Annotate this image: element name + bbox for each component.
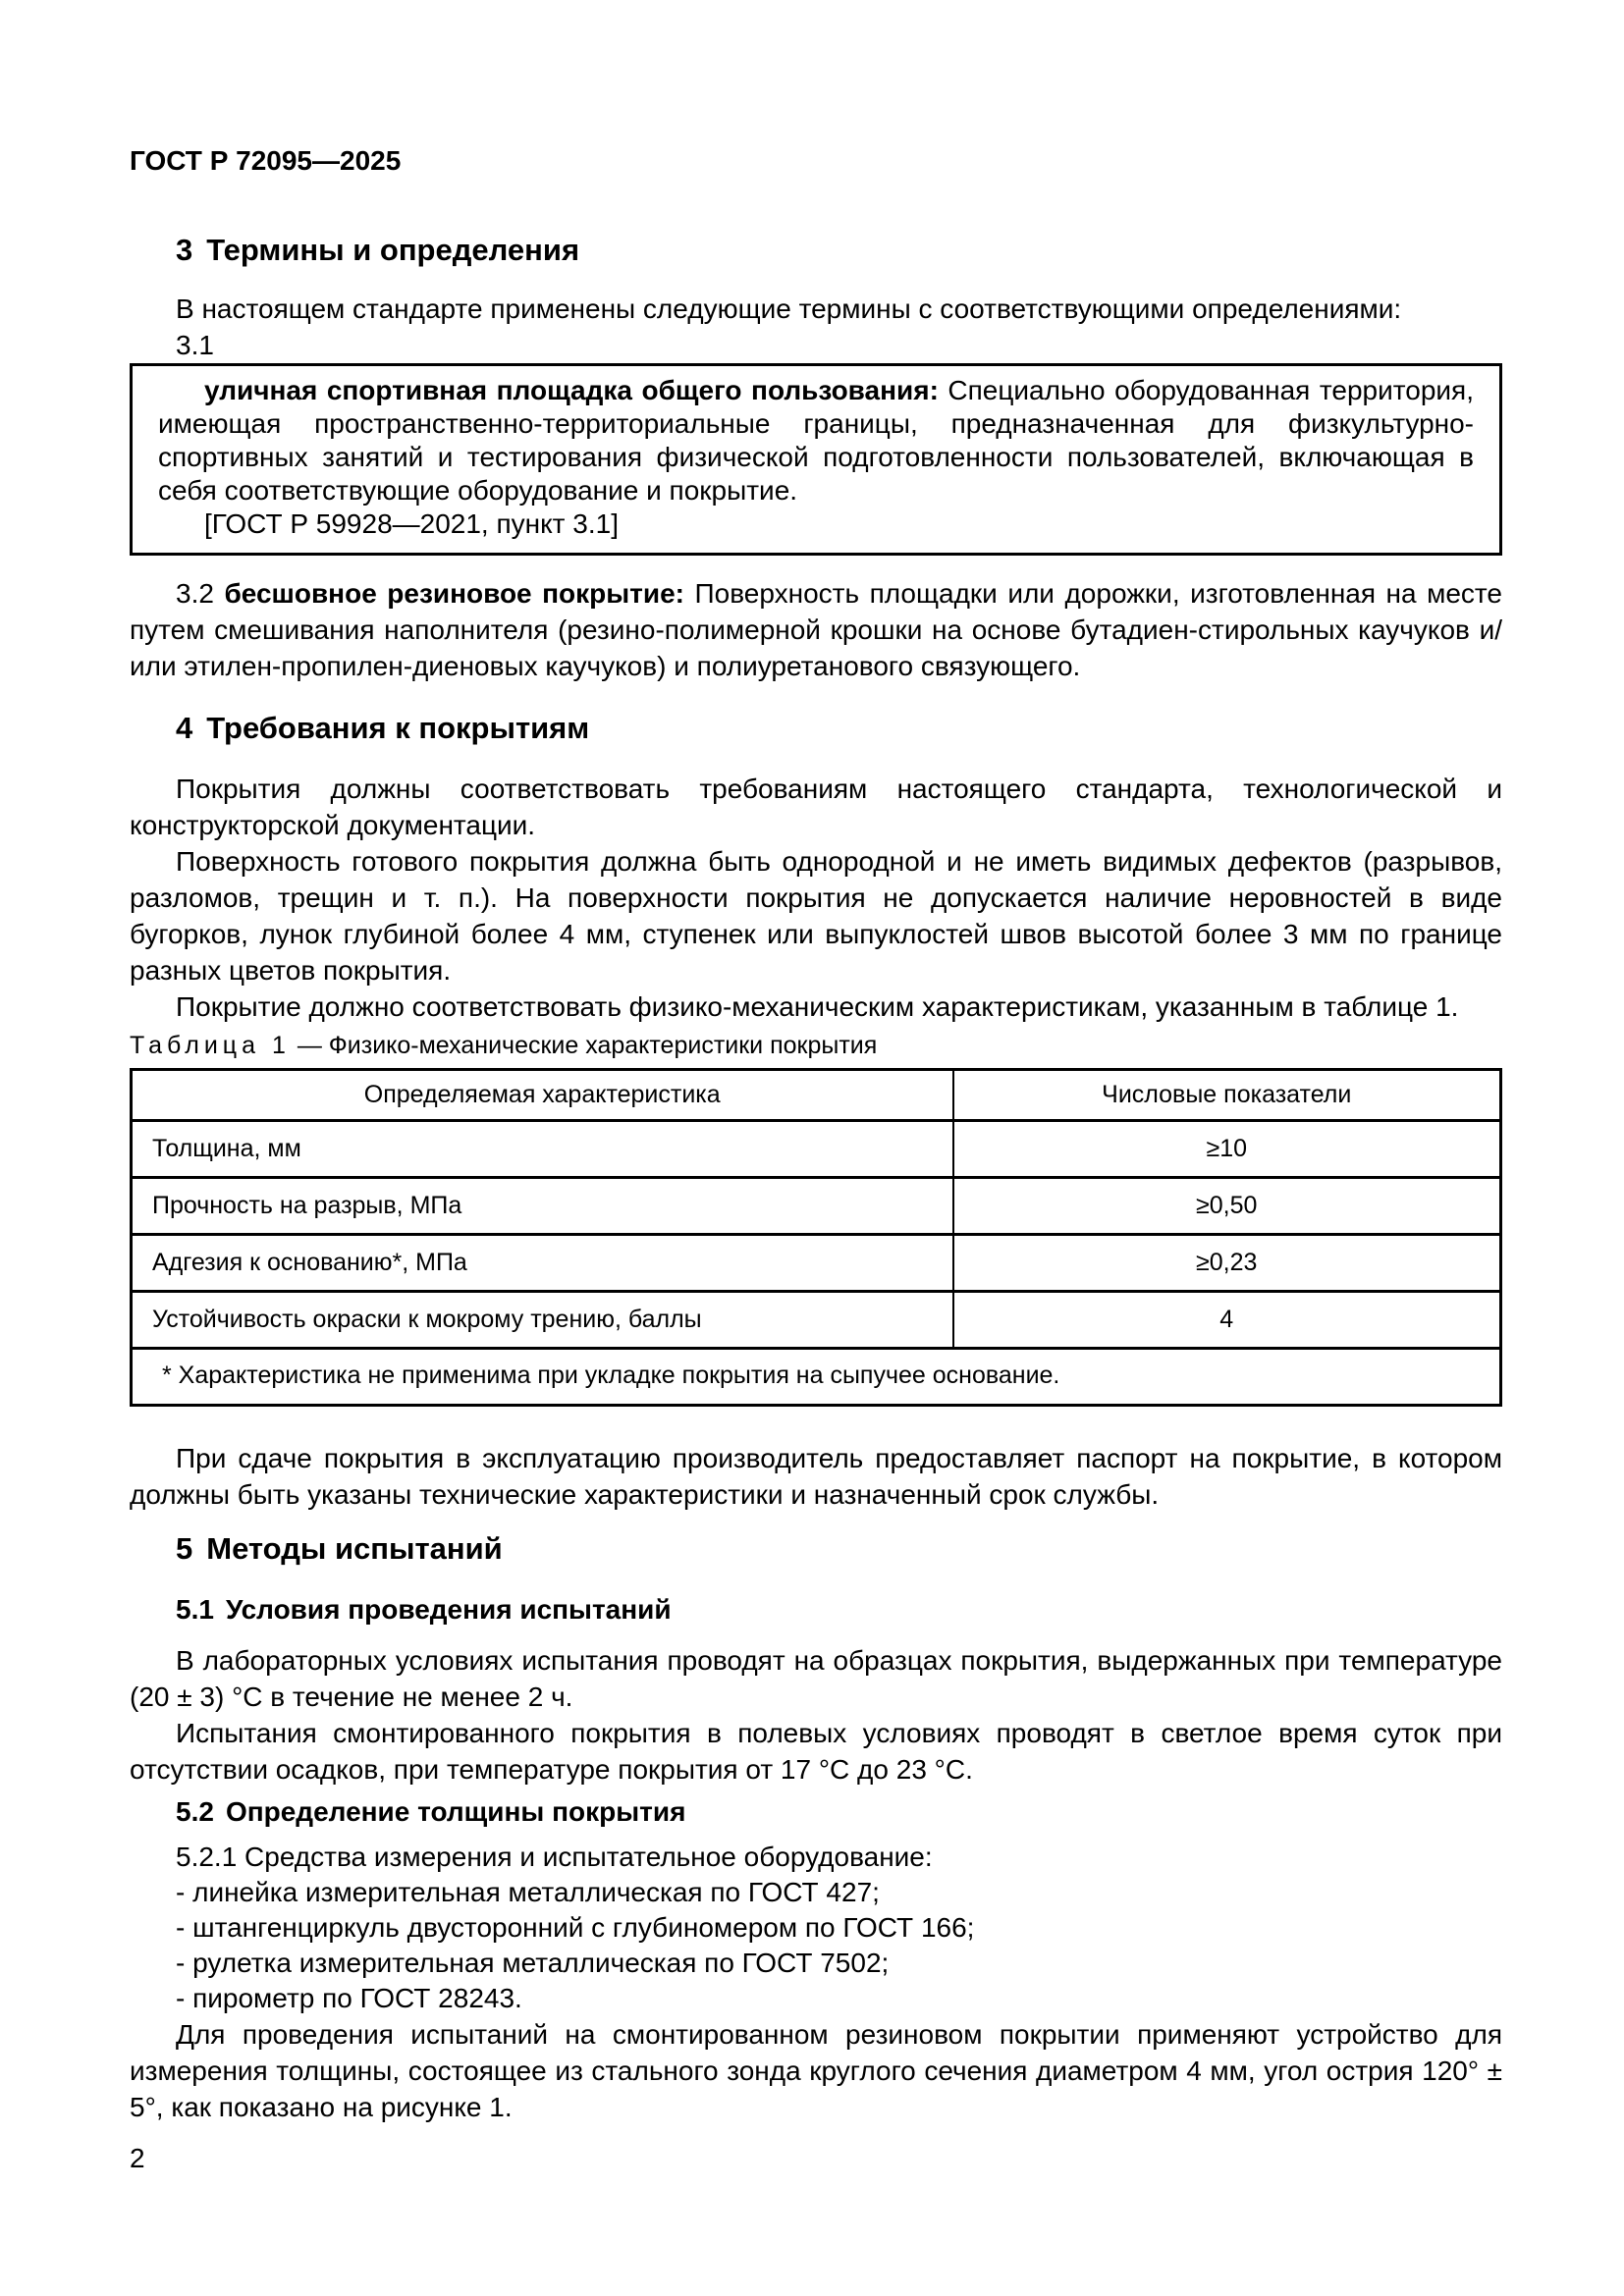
table-1-caption-label: Таблица 1: [130, 1032, 291, 1059]
term-3-1-source: [ГОСТ Р 59928—2021, пункт 3.1]: [204, 508, 619, 539]
term-definition-box: [130, 363, 1502, 556]
list-item: - линейка измерительная металлическая по ГОСТ 427;: [176, 1877, 880, 1907]
section-3-heading: [130, 230, 1502, 271]
table-cell-value: 4: [953, 1292, 1501, 1349]
section-4-title: Требования к покрытиям: [206, 711, 590, 745]
page-number: 2: [130, 2143, 145, 2173]
section-3-intro: В настоящем стандарте применены следующие термины с соответствующими определениями:: [176, 294, 1402, 324]
section-5-2-title: Определение толщины покрытия: [225, 1796, 686, 1827]
term-3-2-paragraph: [130, 575, 1502, 684]
table-cell-characteristic: Устойчивость окраски к мокрому трению, баллы: [132, 1292, 953, 1349]
section-5-1-paragraph-2: Испытания смонтированного покрытия в полевых условиях проводят в светлое время суток при отсутствии осадков, при температуре покрытия от 17 °С до 23 °С.: [130, 1718, 1502, 1785]
document-code: ГОСТ Р 72095—2025: [130, 145, 402, 176]
table-1-col2-header: Числовые показатели: [953, 1070, 1501, 1121]
table-row: [132, 1178, 1501, 1235]
table-row: [132, 1121, 1501, 1178]
table-cell-value: ≥10: [953, 1121, 1501, 1178]
section-5-2-paragraph-last: Для проведения испытаний на смонтированном резиновом покрытии применяют устройство для измерения толщины, состоящее из стального зонда круглого сечения диаметром 4 мм, угол острия 120° ± 5°, как показано на рисунке 1.: [130, 2019, 1502, 2122]
section-5-heading: [130, 1528, 1502, 1570]
term-3-1-definition: [158, 374, 1474, 507]
table-cell-characteristic: Прочность на разрыв, МПа: [132, 1178, 953, 1235]
term-3-1-name: уличная спортивная площадка общего пользования:: [204, 375, 939, 405]
table-1-header-row: [132, 1070, 1501, 1121]
table-row: [132, 1292, 1501, 1349]
list-item: - рулетка измерительная металлическая по ГОСТ 7502;: [176, 1948, 890, 1978]
section-5-1-number: 5.1: [176, 1594, 214, 1625]
term-3-2-name: бесшовное резиновое покрытие:: [224, 578, 685, 609]
term-3-1-number: 3.1: [176, 330, 214, 360]
term-3-1-text: Специально оборудованная территория, имеющая пространственно-территориальные границы, предназначенная для физкультурно-спортивных занятий и тестирования физической подготовленности пользователей, включающая в себя соответствующие оборудование и покрытие.: [158, 375, 1474, 506]
table-1-col1-header: Определяемая характеристика: [132, 1070, 953, 1121]
section-5-2-1-paragraph: 5.2.1 Средства измерения и испытательное оборудование:: [176, 1842, 933, 1872]
section-4-paragraph-1: Покрытия должны соответствовать требованиям настоящего стандарта, технологической и конструкторской документации.: [130, 774, 1502, 840]
table-footnote: * Характеристика не применима при укладке покрытия на сыпучее основание.: [132, 1349, 1501, 1406]
section-4-paragraph-3: Покрытие должно соответствовать физико-механическим характеристикам, указанным в таблице 1.: [176, 991, 1459, 1022]
table-cell-characteristic: Адгезия к основанию*, МПа: [132, 1235, 953, 1292]
section-3-number: 3: [176, 233, 193, 267]
table-1: [130, 1068, 1502, 1407]
section-4-paragraph-2: Поверхность готового покрытия должна быть однородной и не иметь видимых дефектов (разрывов, разломов, трещин и т. п.). На поверхности покрытия не допускается наличие неровностей в виде бугорков, лунок глубиной более 4 мм, ступенек или выпуклостей швов высотой более 3 мм по границе разных цветов покрытия.: [130, 846, 1502, 986]
section-5-1-title: Условия проведения испытаний: [225, 1594, 672, 1625]
section-4-heading: [130, 708, 1502, 749]
table-cell-characteristic: Толщина, мм: [132, 1121, 953, 1178]
table-cell-value: ≥0,50: [953, 1178, 1501, 1235]
list-item: - пирометр по ГОСТ 28243.: [176, 1983, 522, 2013]
table-1-caption-text: — Физико-механические характеристики покрытия: [290, 1032, 878, 1059]
section-5-title: Методы испытаний: [206, 1531, 503, 1566]
section-5-1-heading: [130, 1591, 1502, 1629]
table-1-caption: [130, 1031, 1502, 1060]
table-footnote-row: [132, 1349, 1501, 1406]
section-5-1-paragraph-1: В лабораторных условиях испытания проводят на образцах покрытия, выдержанных при температуре (20 ± 3) °С в течение не менее 2 ч.: [130, 1645, 1502, 1712]
section-5-2-heading: [130, 1793, 1502, 1831]
section-5-number: 5: [176, 1531, 193, 1566]
table-cell-value: ≥0,23: [953, 1235, 1501, 1292]
term-3-2-number: 3.2: [176, 578, 225, 609]
term-3-2-text: Поверхность площадки или дорожки, изготовленная на месте путем смешивания наполнителя (резино-полимерной крошки на основе бутадиен-стирольных каучуков и/или этилен-пропилен-диеновых каучуков) и полиуретанового связующего.: [130, 578, 1502, 681]
section-4-paragraph-4: При сдаче покрытия в эксплуатацию производитель предоставляет паспорт на покрытие, в котором должны быть указаны технические характеристики и назначенный срок службы.: [130, 1443, 1502, 1510]
section-4-number: 4: [176, 711, 193, 745]
section-3-title: Термины и определения: [206, 233, 580, 267]
section-5-2-number: 5.2: [176, 1796, 214, 1827]
list-item: - штангенциркуль двусторонний с глубиномером по ГОСТ 166;: [176, 1912, 975, 1943]
table-row: [132, 1235, 1501, 1292]
